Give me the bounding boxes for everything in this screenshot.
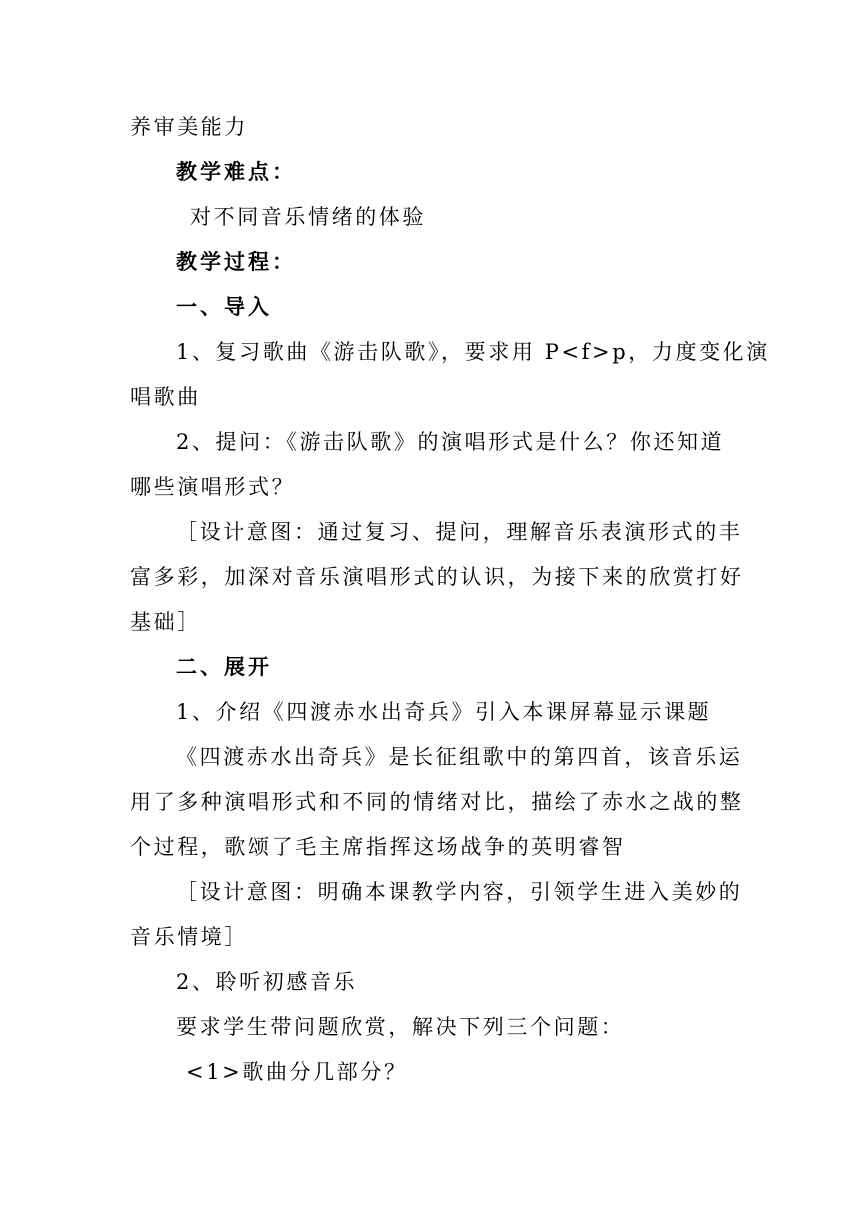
text-line: 1、介绍《四渡赤水出奇兵》引入本课屏幕显示课题 — [176, 700, 712, 724]
design-intent-line: ［设计意图：通过复习、提问，理解音乐表演形式的丰 — [176, 520, 743, 544]
text-line: 要求学生带问题欣赏，解决下列三个问题： — [176, 1015, 625, 1039]
text-line: 个过程，歌颂了毛主席指挥这场战争的英明睿智 — [130, 835, 626, 859]
design-intent-line: 富多彩，加深对音乐演唱形式的认识，为接下来的欣赏打好 — [130, 565, 744, 589]
text-line: 2、提问：《游击队歌》的演唱形式是什么？你还知道 — [176, 430, 725, 454]
design-intent-line: 音乐情境］ — [130, 925, 248, 949]
text-line: 用了多种演唱形式和不同的情绪对比，描绘了赤水之战的整 — [130, 790, 744, 814]
section-heading-develop: 二、展开 — [176, 655, 272, 679]
section-heading-intro: 一、导入 — [176, 295, 272, 319]
text-line: 唱歌曲 — [130, 385, 201, 409]
text-line: 《四渡赤水出奇兵》是长征组歌中的第四首，该音乐运 — [176, 745, 743, 769]
design-intent-line: 基础］ — [130, 610, 201, 634]
text-line: 对不同音乐情绪的体验 — [190, 205, 426, 229]
text-line: 哪些演唱形式？ — [130, 475, 296, 499]
text-line: 2、聆听初感音乐 — [176, 970, 358, 994]
design-intent-line: ［设计意图：明确本课教学内容，引领学生进入美妙的 — [176, 880, 743, 904]
section-heading-difficulty: 教学难点： — [176, 160, 296, 184]
question-item: <1>歌曲分几部分？ — [186, 1060, 408, 1084]
section-heading-process: 教学过程： — [176, 250, 296, 274]
text-line: 1、复习歌曲《游击队歌》，要求用 P<f>p，力度变化演 — [176, 340, 770, 364]
text-line: 养审美能力 — [130, 115, 248, 139]
